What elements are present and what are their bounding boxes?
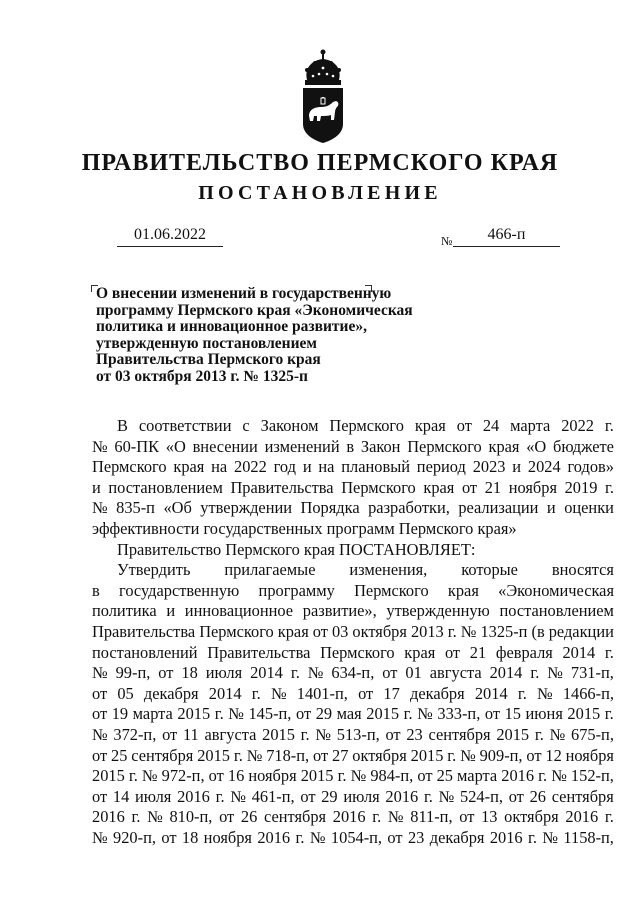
word: 21 <box>484 477 502 497</box>
subject-line: программу Пермского края «Экономическая <box>96 301 413 319</box>
word: № <box>315 724 332 744</box>
word: 1325-п <box>480 621 528 641</box>
word: 23 <box>406 724 423 744</box>
word: 2016 <box>489 827 523 847</box>
word: и <box>546 498 556 518</box>
word: г. <box>131 807 141 827</box>
word: «О <box>526 436 547 456</box>
word: от <box>208 766 224 786</box>
word: 2013 <box>410 621 444 641</box>
word: плановый <box>341 457 410 477</box>
word: 26 <box>529 786 546 806</box>
text-line <box>92 437 614 458</box>
text-line <box>92 746 614 767</box>
word: «Об <box>163 498 192 518</box>
word: № <box>92 827 108 847</box>
word: 2016 <box>501 766 535 786</box>
word: 2015 <box>92 766 125 786</box>
word: «О <box>165 436 186 456</box>
word: с <box>242 416 250 435</box>
subject-line: политика и инновационное развитие», <box>96 318 367 336</box>
word: г. <box>447 621 457 641</box>
preamble-paragraph <box>92 416 614 540</box>
word: и <box>302 457 312 477</box>
word: от <box>444 642 461 662</box>
word: 25 <box>111 745 128 765</box>
word: от <box>526 745 542 765</box>
word: разработки, <box>368 498 450 518</box>
word: г. <box>251 683 261 703</box>
word: 2023 <box>472 457 506 477</box>
document-number: 466-п <box>453 226 560 247</box>
word: края <box>414 416 446 435</box>
text-line <box>92 519 614 540</box>
word: 2016 <box>257 827 291 847</box>
word: 2015 <box>496 724 530 744</box>
word: № <box>460 745 476 765</box>
word: от <box>312 621 328 641</box>
word: от <box>92 786 108 806</box>
word: декабря <box>409 683 465 703</box>
word: г. <box>604 704 614 724</box>
word: г. <box>447 745 457 765</box>
word: утверждении <box>200 498 293 518</box>
word: 513-п, <box>336 724 380 744</box>
word: 461-п, <box>251 786 295 806</box>
word: № <box>438 786 455 806</box>
word: Пермского <box>320 642 395 662</box>
document-subject <box>96 286 426 386</box>
word: октября <box>352 621 407 641</box>
word: 333-п, <box>437 704 481 724</box>
word: октября <box>504 807 559 827</box>
word: 2024 <box>527 457 561 477</box>
word: Пермского <box>407 436 482 456</box>
word: № <box>270 683 287 703</box>
word: г. <box>290 663 300 683</box>
word: г. <box>605 477 614 497</box>
word: 26 <box>240 807 258 827</box>
text-line <box>92 622 614 643</box>
subject-line: Правительства Пермского края <box>96 351 321 369</box>
word: 2015 <box>410 745 444 765</box>
word: г. <box>215 786 225 806</box>
word: г. <box>517 683 527 703</box>
word: 2015 <box>366 704 400 724</box>
word: № <box>92 663 108 683</box>
word: Пермского <box>199 621 274 641</box>
word: 14 <box>112 786 130 806</box>
word: декабря <box>143 683 199 703</box>
word: 2016 <box>177 786 210 806</box>
word: политика <box>92 601 157 621</box>
word: от <box>300 786 316 806</box>
word: от <box>92 745 108 765</box>
word: № <box>387 807 404 827</box>
word: 17 <box>383 683 400 703</box>
word: внесении <box>192 436 258 456</box>
word: прилагаемые <box>224 560 316 580</box>
word: г. <box>604 416 614 435</box>
word: 99-п, <box>115 663 151 683</box>
word: г. <box>528 827 537 847</box>
resolving-clause-text: Правительство Пермского края ПОСТАНОВЛЯЕТ: <box>117 539 476 559</box>
word: от <box>92 704 108 724</box>
word: № <box>551 766 567 786</box>
word: 2015 <box>567 704 601 724</box>
word: № <box>547 663 563 683</box>
text-line <box>92 416 614 437</box>
word: 972-п, <box>161 766 205 786</box>
word: № <box>141 766 158 786</box>
word: марта <box>132 704 173 724</box>
word: Пермского <box>92 457 167 477</box>
word: г. <box>295 827 305 847</box>
word: «Экономическая <box>498 580 614 600</box>
word: 675-п, <box>571 724 614 744</box>
word: № <box>147 807 163 827</box>
text-line <box>92 601 614 622</box>
word: 2022 <box>561 416 594 435</box>
word: 11 <box>182 724 199 744</box>
word: и <box>512 457 522 477</box>
word: 60-ПК <box>114 436 160 456</box>
word: 731-п, <box>570 663 614 683</box>
word: 13 <box>481 807 498 827</box>
word: 2022 <box>234 457 267 477</box>
word: 27 <box>332 745 349 765</box>
word: оценки <box>564 498 614 518</box>
word: 03 <box>331 621 349 641</box>
word: № <box>92 498 108 518</box>
word: 29 <box>315 704 333 724</box>
word: на <box>211 457 228 477</box>
document-body <box>92 416 614 848</box>
word: от <box>484 704 501 724</box>
word: период <box>416 457 466 477</box>
word: июля <box>343 786 380 806</box>
word: г. <box>604 642 614 662</box>
word: от <box>459 807 475 827</box>
text-line <box>92 457 614 478</box>
word: от <box>508 786 524 806</box>
word: от <box>312 745 329 765</box>
text-line <box>92 725 614 746</box>
word: которые <box>461 560 518 580</box>
word: от <box>162 724 178 744</box>
word: августа <box>429 663 482 683</box>
document-type: ПОСТАНОВЛЕНИЕ <box>198 182 442 204</box>
text-line <box>92 807 614 828</box>
word: ноября <box>203 827 252 847</box>
word: 909-п, <box>479 745 523 765</box>
word: от <box>219 807 235 827</box>
word: сентября <box>428 724 491 744</box>
word: от <box>92 683 108 703</box>
word: г. <box>214 704 224 724</box>
word: программу <box>258 580 335 600</box>
word: Порядка <box>300 498 360 518</box>
word: 145-п, <box>248 704 292 724</box>
word: мая <box>336 704 362 724</box>
word: июня <box>525 704 563 724</box>
text-line <box>92 684 614 705</box>
word: от <box>158 663 174 683</box>
word: 2016 <box>332 807 366 827</box>
word: Закон <box>360 436 401 456</box>
word: постановлений <box>92 642 198 662</box>
word: сентября <box>264 807 327 827</box>
word: марта <box>510 416 551 435</box>
word: октября <box>352 745 407 765</box>
word: № <box>309 827 326 847</box>
word: края <box>447 580 479 600</box>
word: августа <box>204 724 257 744</box>
word: 16 <box>227 766 245 786</box>
word: 23 <box>407 827 425 847</box>
word: г. <box>128 766 138 786</box>
word: края <box>423 477 455 497</box>
word: г. <box>233 745 243 765</box>
word: 152-п, <box>570 766 614 786</box>
government-title: ПРАВИТЕЛЬСТВО ПЕРМСКОГО КРАЯ <box>81 150 559 176</box>
word: от <box>417 766 433 786</box>
word: № <box>350 766 367 786</box>
word: 05 <box>117 683 134 703</box>
word: реализации <box>458 498 539 518</box>
word: изменений <box>264 436 340 456</box>
word: 2014 <box>208 683 242 703</box>
word: Правительства <box>207 642 311 662</box>
word: № <box>230 786 246 806</box>
word: от <box>385 724 401 744</box>
word: 2014 <box>489 663 523 683</box>
word: № <box>537 683 553 703</box>
word: постановлением <box>108 477 223 497</box>
text-line <box>92 478 614 499</box>
word: постановлением <box>499 601 614 621</box>
word: 2015 <box>300 766 334 786</box>
word: 920-п, <box>113 827 156 847</box>
word: 24 <box>482 416 500 435</box>
text-line <box>92 787 614 808</box>
subject-line: О внесении изменений в государственную <box>96 285 392 302</box>
word: № <box>542 827 559 847</box>
word: ноября <box>508 477 557 497</box>
word: 634-п, <box>331 663 375 683</box>
word: 2015 <box>197 745 230 765</box>
word: В <box>117 416 128 435</box>
word: (в <box>531 621 545 641</box>
word: сентября <box>551 786 614 806</box>
word: 25 <box>436 766 453 786</box>
subject-line: утвержденную постановлением <box>96 334 317 352</box>
word: Правительства <box>92 621 196 641</box>
word: июля <box>205 663 243 683</box>
word: 2015 <box>177 704 211 724</box>
text-line <box>92 498 614 519</box>
word: 524-п, <box>460 786 503 806</box>
word: изменения, <box>349 560 428 580</box>
word: 1401-п, <box>296 683 348 703</box>
word: 29 <box>321 786 338 806</box>
word: г. <box>604 807 614 827</box>
word: края <box>277 621 309 641</box>
word: марта <box>457 766 498 786</box>
word: 18 <box>181 663 198 683</box>
subject-line: от 03 октября 2013 г. № 1325-п <box>96 367 308 385</box>
word: от <box>358 683 374 703</box>
word: 2016 <box>92 807 125 827</box>
word: ноября <box>565 745 614 765</box>
word: год <box>273 457 296 477</box>
word: эффективности государственных программ Пермского края» <box>92 518 517 538</box>
resolving-clause <box>92 540 614 561</box>
word: Законом <box>260 416 319 435</box>
word: в <box>92 580 100 600</box>
word: от <box>456 416 472 435</box>
word: г. <box>538 766 548 786</box>
word: Правительства <box>230 477 334 497</box>
word: от <box>295 704 312 724</box>
word: г. <box>337 766 347 786</box>
word: № <box>246 745 263 765</box>
number-label: № <box>441 234 453 248</box>
text-line <box>92 828 614 849</box>
word: № <box>417 704 433 724</box>
word: края <box>488 436 520 456</box>
word: 372-п, <box>113 724 157 744</box>
word: от <box>382 663 398 683</box>
operative-paragraph <box>92 560 614 848</box>
word: 1054-п, <box>330 827 383 847</box>
word: 01 <box>405 663 422 683</box>
word: утвержденную <box>386 601 490 621</box>
word: № <box>549 724 566 744</box>
word: 21 <box>469 642 487 662</box>
coat-of-arms-emblem <box>293 46 353 146</box>
word: февраля <box>495 642 553 662</box>
word: развитие», <box>302 601 377 621</box>
word: инновационное <box>184 601 294 621</box>
word: июля <box>135 786 172 806</box>
word: 835-п <box>116 498 155 518</box>
word: и <box>166 601 176 621</box>
word: края <box>404 642 436 662</box>
text-line <box>92 643 614 664</box>
word: 2016 <box>565 807 599 827</box>
text-line <box>92 766 614 787</box>
text-line <box>92 560 614 581</box>
word: Пермского <box>354 580 429 600</box>
text-line <box>92 581 614 602</box>
word: 2016 <box>385 786 419 806</box>
word: № <box>307 663 324 683</box>
word: Пермского <box>329 416 404 435</box>
word: от <box>161 827 177 847</box>
word: 2015 <box>262 724 295 744</box>
word: г. <box>403 704 413 724</box>
word: 810-п, <box>169 807 213 827</box>
word: г. <box>530 663 540 683</box>
word: бюджете <box>553 436 614 456</box>
word: края <box>173 457 205 477</box>
word: г. <box>423 786 433 806</box>
word: г. <box>300 724 310 744</box>
word: на <box>318 457 335 477</box>
word: в <box>346 436 355 456</box>
word: 2014 <box>250 663 283 683</box>
word: № <box>92 436 108 456</box>
word: декабря <box>429 827 485 847</box>
word: ноября <box>248 766 297 786</box>
word: 15 <box>504 704 521 724</box>
word: соответствии <box>138 416 232 435</box>
word: от <box>387 827 403 847</box>
word: годов» <box>567 457 614 477</box>
word: от <box>461 477 478 497</box>
word: 1466-п, <box>562 683 614 703</box>
text-line <box>92 704 614 725</box>
text-line <box>92 663 614 684</box>
word: 2014 <box>562 642 596 662</box>
word: 1158-п, <box>563 827 614 847</box>
word: редакции <box>548 621 614 641</box>
word: № <box>228 704 244 724</box>
word: № <box>92 724 108 744</box>
word: 19 <box>111 704 129 724</box>
word: 811-п, <box>410 807 453 827</box>
word: 12 <box>545 745 562 765</box>
word: Утвердить <box>117 560 191 580</box>
word: и <box>92 477 101 497</box>
document-date: 01.06.2022 <box>117 226 223 247</box>
word: 2019 <box>564 477 598 497</box>
word: сентября <box>131 745 194 765</box>
word: Пермского <box>341 477 416 497</box>
word: г. <box>372 807 382 827</box>
word: № <box>460 621 477 641</box>
word: 18 <box>181 827 199 847</box>
word: государственную <box>119 580 240 600</box>
word: 2014 <box>474 683 508 703</box>
word: 984-п, <box>370 766 414 786</box>
word: 718-п, <box>266 745 310 765</box>
word: г. <box>534 724 544 744</box>
word: вносятся <box>551 560 614 580</box>
